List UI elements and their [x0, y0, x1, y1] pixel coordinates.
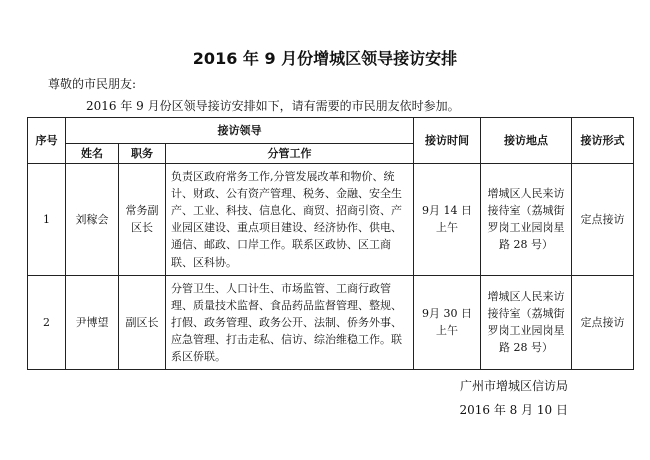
header-position: 职务 — [119, 144, 166, 164]
header-index: 序号 — [28, 118, 66, 164]
row-location: 增城区人民来访接待室（荔城街罗岗工业园岗星路 28 号） — [481, 275, 572, 369]
header-form: 接访形式 — [572, 118, 634, 164]
header-leader: 接访领导 — [66, 118, 414, 144]
row-position: 副区长 — [119, 275, 166, 369]
header-duties: 分管工作 — [166, 144, 414, 164]
issue-date: 2016 年 8 月 10 日 — [459, 403, 568, 417]
row-duties: 分管卫生、人口计生、市场监管、工商行政管理、质量技术监督、食品药品监督管理、整规、打假、政务管理、政务公开、法制、侨务外事、应急管理、打击走私、信访、综治维稳工作。联系区侨联。 — [166, 275, 414, 369]
issuing-organization: 广州市增城区信访局 — [459, 379, 568, 393]
row-form: 定点接访 — [572, 275, 634, 369]
greeting-line: 尊敬的市民朋友: — [48, 77, 137, 91]
row-location: 增城区人民来访接待室（荔城街罗岗工业园岗星路 28 号） — [481, 164, 572, 276]
table-row — [28, 164, 634, 276]
row-duties: 负责区政府常务工作,分管发展改革和物价、统计、财政、公有资产管理、税务、金融、安全生产、工业、科技、信息化、商贸、招商引资、产业园区建设、重点项目建设、经济协作、供电、通信、邮政、口岸工作。联系区政协、区工商联、区科协。 — [166, 164, 414, 276]
intro-paragraph: 2016 年 9 月份区领导接访安排如下，请有需要的市民朋友依时参加。 — [86, 99, 460, 113]
header-name: 姓名 — [66, 144, 119, 164]
header-location: 接访地点 — [481, 118, 572, 164]
schedule-table — [27, 117, 634, 370]
row-time: 9月 30 日上午 — [414, 275, 481, 369]
row-name: 刘稼会 — [66, 164, 119, 276]
row-index: 2 — [28, 275, 66, 369]
table-row — [28, 275, 634, 369]
document-title: 2016 年 9 月份增城区领导接访安排 — [192, 49, 458, 68]
row-name: 尹博望 — [66, 275, 119, 369]
row-time: 9月 14 日上午 — [414, 164, 481, 276]
row-form: 定点接访 — [572, 164, 634, 276]
header-time: 接访时间 — [414, 118, 481, 164]
row-position: 常务副区长 — [119, 164, 166, 276]
row-index: 1 — [28, 164, 66, 276]
